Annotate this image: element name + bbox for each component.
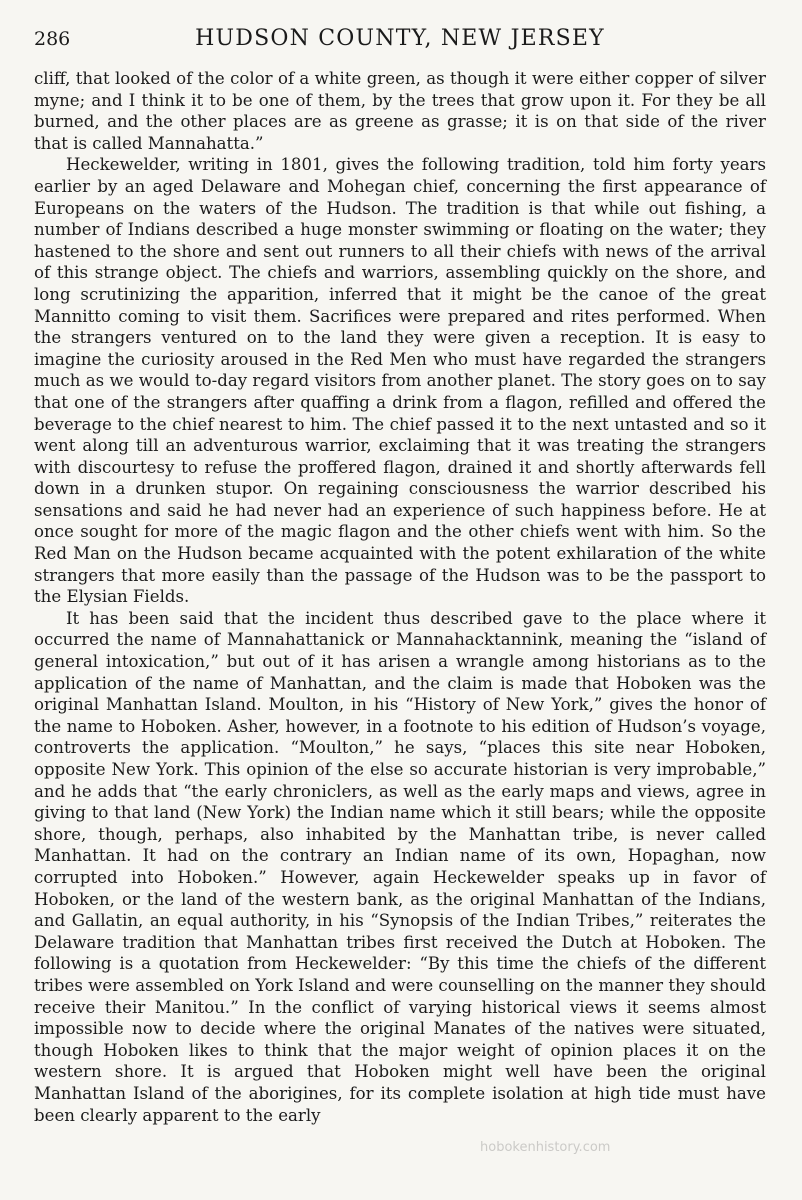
page-number: 286 [34,28,71,50]
paragraph-manhattan-name: It has been said that the incident thus described gave to the place where it occurred the name of Mannahattanick or Mannahacktannink, meaning the “island of general intoxication,” but out of it has arisen a wrangle among historians as to the application of the name of Manhattan, and the claim is made that Hoboken was the original Manhattan Island. Moulton, in his “History of New York,” gives the honor of the name to Hoboken. Asher, however, in a footnote to his edition of Hudson’s voyage, controverts the application. “Moulton,” he says, “places this site near Hoboken, opposite New York. This opinion of the else so accurate historian is very improbable,” and he adds that “the early chroniclers, as well as the early maps and views, agree in giving to that land (New York) the Indian name which it still bears; while the opposite shore, though, perhaps, also inhabited by the Manhattan tribe, is never called Manhattan. It had on the contrary an Indian name of its own, Hopaghan, now corrupted into Hoboken.” However, again Heckewelder speaks up in favor of Hoboken, or the land of the western bank, as the original Manhattan of the Indians, and Gallatin, an equal authority, in his “Synopsis of the Indian Tribes,” reiterates the Delaware tradition that Manhattan tribes first received the Dutch at Hoboken. The following is a quotation from Heckewelder: “By this time the chiefs of the different tribes were assembled on York Island and were counselling on the manner they should receive their Manitou.” In the conflict of varying historical views it seems almost impossible now to decide where the original Manates of the natives were situated, though Hoboken likes to think that the major weight of opinion places it on the western shore. It is argued that Hoboken might well have been the original Manhattan Island of the aborigines, for its complete isolation at high tide must have been clearly apparent to the early [34,608,766,1125]
running-head [34,24,766,68]
running-title: HUDSON COUNTY, NEW JERSEY [195,26,605,51]
paragraph-continuation: cliff, that looked of the color of a white green, as though it were either copper of silver myne; and I think it to be one of them, by the trees that grow upon it. For they be all burned, and the other places are as greene as grasse; it is on that side of the river that is called Mannahatta.” [34,69,766,153]
paragraph-heckewelder-tradition: Heckewelder, writing in 1801, gives the following tradition, told him forty years earlier by an aged Delaware and Mohegan chief, concerning the first appearance of Europeans on the waters of the Hudson. The tradition is that while out fishing, a number of Indians described a huge monster swimming or floating on the water; they hastened to the shore and sent out runners to all their chiefs with news of the arrival of this strange object. The chiefs and warriors, assembling quickly on the shore, and long scrutinizing the apparition, inferred that it might be the canoe of the great Mannitto coming to visit them. Sacrifices were prepared and rites performed. When the strangers ventured on to the land they were given a reception. It is easy to imagine the curiosity aroused in the Red Men who must have regarded the strangers much as we would to-day regard visitors from another planet. The story goes on to say that one of the strangers after quaffing a drink from a flagon, refilled and offered the beverage to the chief nearest to him. The chief passed it to the next untasted and so it went along till an adventurous warrior, exclaiming that it was treating the strangers with discourtesy to refuse the proffered flagon, drained it and shortly afterwards fell down in a drunken stupor. On regaining consciousness the warrior described his sensations and said he had never had an experience of such happiness before. He at once sought for more of the magic flagon and the other chiefs went with him. So the Red Man on the Hudson became acquainted with the potent exhilaration of the white strangers that more easily than the passage of the Hudson was to be the passport to the Elysian Fields. [34,155,766,607]
body-text [34,68,766,1126]
watermark: hobokenhistory.com [480,1140,611,1155]
